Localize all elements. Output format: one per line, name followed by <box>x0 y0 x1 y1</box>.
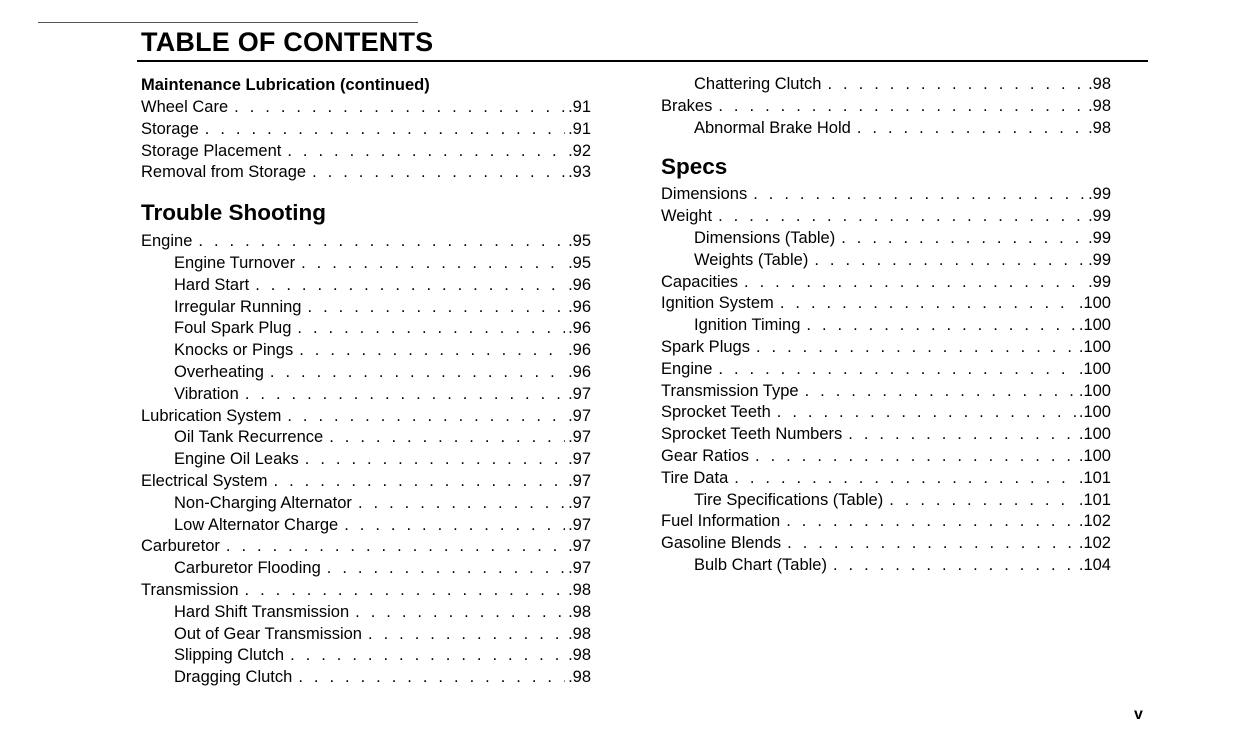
entry-label: Brakes <box>661 96 713 115</box>
dot-leader <box>355 602 565 624</box>
toc-entry[interactable] <box>661 184 1111 206</box>
entry-label: Non-Charging Alternator <box>174 493 352 512</box>
entry-label: Engine Oil Leaks <box>174 450 299 469</box>
entry-page: .100 <box>1078 337 1111 356</box>
entry-page: .97 <box>568 537 591 556</box>
entry-label: Gasoline Blends <box>661 534 782 553</box>
toc-subentry[interactable] <box>661 74 1111 96</box>
toc-entry[interactable] <box>141 97 591 119</box>
dot-leader <box>805 381 1076 403</box>
entry-page: .97 <box>568 406 591 425</box>
entry-page: .98 <box>1088 118 1111 137</box>
entry-page: .100 <box>1078 446 1111 465</box>
dot-leader <box>301 253 565 275</box>
entry-label: Wheel Care <box>141 98 229 116</box>
entry-label: Lubrication System <box>141 406 282 425</box>
entry-label: Dimensions (Table) <box>694 228 836 247</box>
specs-heading: Specs <box>661 154 728 180</box>
toc-entry[interactable] <box>661 381 1111 403</box>
entry-page: .102 <box>1078 534 1111 553</box>
entry-label: Tire Data <box>661 468 729 487</box>
entry-page: .98 <box>568 668 591 687</box>
toc-subentry[interactable] <box>661 490 1111 512</box>
dot-leader <box>255 275 565 297</box>
title-rule <box>137 60 1148 62</box>
dot-leader <box>368 624 565 646</box>
toc-entry[interactable] <box>661 293 1111 315</box>
entry-page: .99 <box>1088 250 1111 269</box>
entry-page: .98 <box>1088 96 1111 115</box>
toc-subentry[interactable] <box>141 602 591 624</box>
dot-leader <box>889 490 1076 512</box>
entry-label: Sprocket Teeth Numbers <box>661 425 843 444</box>
dot-leader <box>814 250 1085 272</box>
dot-leader <box>756 337 1076 359</box>
toc-entry[interactable] <box>661 533 1111 555</box>
toc-subentry[interactable] <box>141 384 591 406</box>
dot-leader <box>718 206 1085 228</box>
entry-page: .98 <box>568 646 591 665</box>
toc-entry[interactable] <box>141 119 591 141</box>
toc-subentry[interactable] <box>141 493 591 515</box>
entry-page: .104 <box>1078 555 1111 574</box>
entry-label: Oil Tank Recurrence <box>174 428 324 447</box>
dot-leader <box>274 471 566 493</box>
entry-page: .100 <box>1078 381 1111 400</box>
entry-page: .91 <box>568 119 591 138</box>
entry-label: Tire Specifications (Table) <box>694 490 884 509</box>
toc-subentry[interactable] <box>141 362 591 384</box>
entry-label: Sprocket Teeth <box>661 403 771 422</box>
entry-page: .99 <box>1088 272 1111 291</box>
toc-entry[interactable] <box>661 402 1111 424</box>
entry-page: .98 <box>1088 75 1111 93</box>
dot-leader <box>245 580 566 602</box>
trouble-shooting-heading: Trouble Shooting <box>141 200 326 226</box>
entry-label: Spark Plugs <box>661 337 750 356</box>
entry-label: Engine Turnover <box>174 253 296 272</box>
dot-leader <box>744 272 1085 294</box>
toc-entry[interactable] <box>141 536 591 558</box>
dot-leader <box>270 362 565 384</box>
dot-leader <box>290 645 565 667</box>
entry-label: Storage <box>141 119 199 138</box>
entry-page: .100 <box>1078 294 1111 313</box>
dot-leader <box>787 533 1076 555</box>
toc-entry[interactable] <box>661 96 1111 118</box>
entry-label: Capacities <box>661 272 739 291</box>
dot-leader <box>734 468 1076 490</box>
entry-label: Overheating <box>174 362 264 381</box>
entry-page: .97 <box>568 493 591 512</box>
toc-entry[interactable] <box>661 359 1111 381</box>
entry-page: .101 <box>1078 490 1111 509</box>
dot-leader <box>226 536 565 558</box>
entry-label: Foul Spark Plug <box>174 319 292 338</box>
toc-subentry[interactable] <box>141 275 591 297</box>
entry-page: .98 <box>568 602 591 621</box>
toc-subentry[interactable] <box>141 645 591 667</box>
page-number: v <box>1134 706 1143 723</box>
toc-subentry[interactable] <box>661 315 1111 337</box>
dot-leader <box>327 558 565 580</box>
entry-label: Ignition Timing <box>694 316 801 335</box>
dot-leader <box>857 118 1085 140</box>
dot-leader <box>287 406 565 428</box>
dot-leader <box>358 493 565 515</box>
entry-label: Ignition System <box>661 294 774 313</box>
entry-page: .98 <box>568 624 591 643</box>
entry-page: .100 <box>1078 403 1111 422</box>
entry-label: Abnormal Brake Hold <box>694 118 851 137</box>
toc-entry[interactable] <box>141 162 591 184</box>
dot-leader <box>312 162 565 184</box>
page-title: TABLE OF CONTENTS <box>141 27 434 57</box>
entry-label: Transmission Type <box>661 381 799 400</box>
entry-label: Storage Placement <box>141 141 282 160</box>
toc-entry[interactable] <box>661 337 1111 359</box>
entry-page: .96 <box>568 275 591 294</box>
entry-label: Knocks or Pings <box>174 341 294 360</box>
toc-subentry[interactable] <box>141 558 591 580</box>
toc-entry[interactable] <box>141 231 591 253</box>
toc-subentry[interactable] <box>141 449 591 471</box>
entry-page: .97 <box>568 471 591 490</box>
dot-leader <box>205 119 565 141</box>
toc-entry[interactable] <box>661 468 1111 490</box>
entry-page: .95 <box>568 253 591 272</box>
toc-right-column <box>661 74 1111 577</box>
maintenance-subheading: Maintenance Lubrication (continued) <box>141 76 430 94</box>
dot-leader <box>786 511 1076 533</box>
toc-entry[interactable] <box>141 580 591 602</box>
dot-leader <box>329 427 565 449</box>
toc-subentry[interactable] <box>141 667 591 689</box>
entry-page: .96 <box>568 362 591 381</box>
entry-label: Engine <box>141 232 193 251</box>
entry-label: Gear Ratios <box>661 446 750 465</box>
dot-leader <box>299 340 565 362</box>
entry-label: Carburetor <box>141 537 220 556</box>
entry-label: Electrical System <box>141 471 268 490</box>
entry-page: .95 <box>568 232 591 251</box>
toc-entry[interactable] <box>661 511 1111 533</box>
toc-entry[interactable] <box>141 141 591 163</box>
entry-page: .96 <box>568 319 591 338</box>
toc-entry[interactable] <box>661 272 1111 294</box>
entry-page: .100 <box>1078 425 1111 444</box>
entry-page: .91 <box>568 98 591 116</box>
entry-page: .97 <box>568 559 591 578</box>
entry-label: Weight <box>661 207 713 226</box>
dot-leader <box>344 515 565 537</box>
dot-leader <box>198 231 565 253</box>
toc-subentry[interactable] <box>661 250 1111 272</box>
entry-label: Slipping Clutch <box>174 646 285 665</box>
entry-label: Irregular Running <box>174 297 302 316</box>
entry-label: Removal from Storage <box>141 163 307 182</box>
toc-entry[interactable] <box>141 406 591 428</box>
entry-label: Low Alternator Charge <box>174 515 339 534</box>
dot-leader <box>718 96 1085 118</box>
entry-label: Engine <box>661 359 713 378</box>
entry-page: .97 <box>568 384 591 403</box>
entry-label: Out of Gear Transmission <box>174 624 362 643</box>
toc-entry[interactable] <box>661 206 1111 228</box>
entry-label: Transmission <box>141 580 239 599</box>
toc-entry[interactable] <box>661 446 1111 468</box>
toc-subentry[interactable] <box>661 228 1111 250</box>
toc-subentry[interactable] <box>141 340 591 362</box>
entry-label: Hard Start <box>174 275 250 294</box>
dot-leader <box>777 402 1076 424</box>
entry-page: .96 <box>568 297 591 316</box>
dot-leader <box>287 141 565 163</box>
entry-label: Hard Shift Transmission <box>174 602 350 621</box>
toc-subentry[interactable] <box>141 624 591 646</box>
toc-entry[interactable] <box>141 471 591 493</box>
dot-leader <box>305 449 565 471</box>
entry-page: .98 <box>568 580 591 599</box>
toc-subentry[interactable] <box>141 318 591 340</box>
entry-page: .99 <box>1088 228 1111 247</box>
entry-label: Chattering Clutch <box>694 75 822 93</box>
entry-label: Dragging Clutch <box>174 668 293 687</box>
dot-leader <box>755 446 1076 468</box>
toc-entry[interactable] <box>661 424 1111 446</box>
toc-subentry[interactable] <box>661 118 1111 140</box>
dot-leader <box>297 318 565 340</box>
entry-page: .97 <box>568 450 591 469</box>
entry-page: .101 <box>1078 468 1111 487</box>
dot-leader <box>298 667 565 689</box>
dot-leader <box>827 74 1085 96</box>
dot-leader <box>245 384 565 406</box>
entry-label: Dimensions <box>661 185 748 204</box>
toc-left-column <box>141 74 591 689</box>
dot-leader <box>753 184 1085 206</box>
toc-subentry[interactable] <box>141 253 591 275</box>
entry-page: .92 <box>568 141 591 160</box>
toc-subentry[interactable] <box>661 555 1111 577</box>
toc-subentry[interactable] <box>141 427 591 449</box>
dot-leader <box>833 555 1076 577</box>
entry-page: .99 <box>1088 185 1111 204</box>
dot-leader <box>308 297 566 319</box>
entry-label: Bulb Chart (Table) <box>694 555 827 574</box>
entry-page: .99 <box>1088 207 1111 226</box>
entry-page: .93 <box>568 163 591 182</box>
entry-page: .97 <box>568 428 591 447</box>
entry-label: Carburetor Flooding <box>174 559 321 578</box>
top-rule <box>38 22 418 23</box>
entry-label: Fuel Information <box>661 512 781 531</box>
toc-subentry[interactable] <box>141 297 591 319</box>
dot-leader <box>780 293 1076 315</box>
entry-label: Weights (Table) <box>694 250 809 269</box>
entry-page: .100 <box>1078 316 1111 335</box>
toc-subentry[interactable] <box>141 515 591 537</box>
entry-page: .96 <box>568 341 591 360</box>
dot-leader <box>234 97 565 119</box>
dot-leader <box>806 315 1075 337</box>
dot-leader <box>718 359 1075 381</box>
entry-page: .102 <box>1078 512 1111 531</box>
dot-leader <box>841 228 1085 250</box>
entry-page: .100 <box>1078 359 1111 378</box>
entry-label: Vibration <box>174 384 239 403</box>
entry-page: .97 <box>568 515 591 534</box>
dot-leader <box>848 424 1076 446</box>
